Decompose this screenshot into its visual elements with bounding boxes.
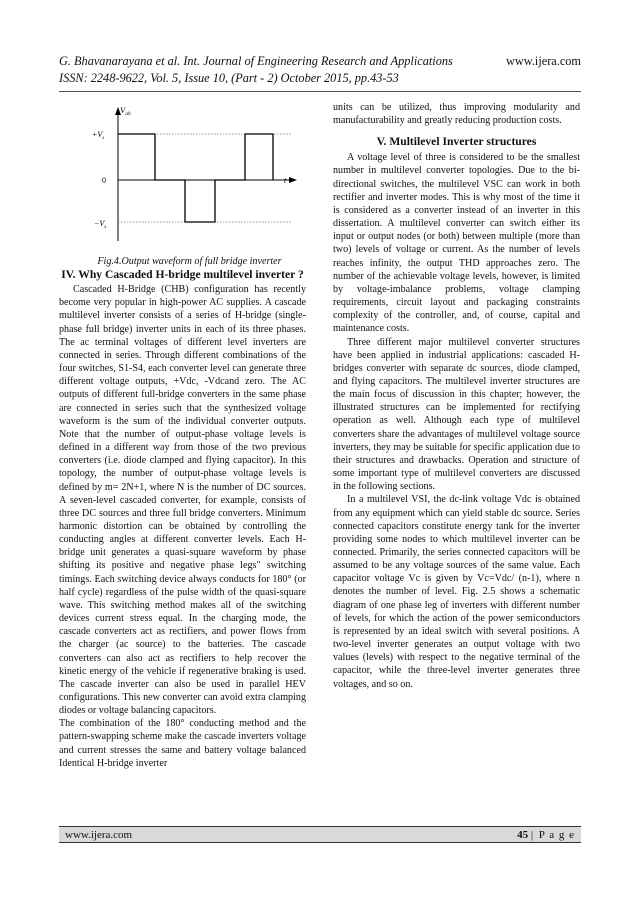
page-footer	[59, 826, 581, 843]
left-column	[59, 101, 306, 770]
right-paragraph-3: In a multilevel VSI, the dc-link voltage Vdc is obtained from any equipment which can yield stable dc source. Series connected capacitors constitute energy tank for the inverter providing some nodes to which multilevel inverter can be connected. Primarily, the series connected capacitors will be assumed to be any voltage sources of the same value. Each capacitor voltage Vc is given by Vc=Vdc/ (n-1), where n denotes the number of level. Fig. 2.5 shows a schematic diagram of one phase leg of inverters with different number of levels, for which the action of the power semiconductors is represented by an ideal switch with several positions. A two-level inverter generates an output voltage with two values (levels) with respect to the negative terminal of the capacitor, while the three-level inverter generates three voltages, and so on.	[333, 494, 580, 690]
left-paragraph-1: Cascaded H-Bridge (CHB) configuration has recently become very popular in high-power AC supplies. A cascade multilevel inverter consists of a series of H-bridge (single-phase full bridge) inverter units in each of its three phases. The ac terminal voltages of different level inverters are connected in series. Through different combinations of the four switches, S1-S4, each converter level can generate three different voltage outputs, +Vdc, -Vdcand zero. The AC outputs of different full-bridge converters in the same phase are connected in series such that the synthesized voltage waveform is the sum of the individual converter outputs. Note that the number of output-phase voltage levels is defined in a different way from those of the two previous converters (i.e. diode clamped and flying capacitor). In this topology, the number of output-phase voltage levels is defined by m= 2N+1, where N is the number of DC sources. A seven-level cascaded converter, for example, consists of three DC sources and three full bridge converters. Minimum harmonic distortion can be obtained by controlling the conducting angles at different converter levels. Each H- bridge unit generates a quasi-square waveform by phase shifting its positive and negative phase legs" switching timings. Each switching device always conducts for 180° (or half cycle) regardless of the pulse width of the quasi-square wave. This switching method makes all of the switching devices current stress equal. In the charging mode, the cascade converters act as rectifiers, and power flows from the charger (ac source) to the batteries. The cascade converters can also act as rectifiers to help recover the kinetic energy of the vehicle if regenerative braking is used. The cascade inverter can also be used in parallel HEV configurations. This new converter can avoid extra clamping diodes or voltage balancing capacitors.	[59, 284, 306, 717]
page-number: 45	[517, 828, 529, 841]
waveform-figure	[59, 101, 306, 255]
left-paragraph-2: The combination of the 180° conducting method and the pattern-swapping scheme make the cascade inverters voltage and current stresses the same and battery voltage balanced Identical H-bridge inverter	[59, 718, 306, 769]
y-axis-label: $V_{ab}$	[120, 105, 131, 117]
footer-page-info	[517, 829, 575, 841]
t-axis-label: t	[284, 176, 287, 185]
page-separator: |	[530, 828, 534, 841]
zero-label: 0	[102, 176, 106, 185]
figure-caption: Fig.4.Output waveform of full bridge inverter	[97, 256, 282, 267]
right-column	[333, 101, 580, 691]
right-paragraph-0: units can be utilized, thus improving modularity and manufacturability and greatly reducing production costs.	[333, 102, 580, 127]
header-website: www.ijera.com	[505, 54, 581, 68]
waveform-chart	[59, 101, 306, 255]
page-header	[59, 53, 581, 87]
waveform-line	[118, 134, 273, 222]
section-iv-heading: IV. Why Cascaded H-bridge multilevel inverter ?	[61, 268, 304, 282]
section-v-heading: V. Multilevel Inverter structures	[376, 135, 537, 149]
x-axis-arrow	[289, 177, 297, 183]
plus-vs-label: $+V_s$	[92, 130, 105, 141]
header-issn: ISSN: 2248-9622, Vol. 5, Issue 10, (Part - 2) October 2015, pp.43-53	[59, 71, 399, 85]
right-paragraph-2: Three different major multilevel converter structures have been applied in industrial applications: cascaded H-bridges converter with separate dc sources, diode clamped, and flying capacitors. The multilevel inverter structures are the main focus of discussion in this chapter; however, the illustrated structures can be implemented for rectifying operation as well. Although each type of multilevel converters share the advantages of multilevel voltage source inverters, they may be suitable for specific application due to their structures and drawbacks. Operation and structure of some important type of multilevel converters are discussed in the following sections.	[333, 336, 580, 493]
minus-vs-label: $-V_s$	[94, 219, 107, 230]
footer-website: www.ijera.com	[65, 828, 133, 841]
page-word: P a g e	[538, 828, 575, 841]
right-paragraph-1: A voltage level of three is considered to be the smallest number in multilevel converter topologies. Due to the bi-directional switches, the multilevel VSC can work in both rectifier and inverter modes. This is why most of the time it is considered as a converter instead of an inverter in this dissertation. A multilevel converter can switch either its input or output nodes (or both) between multiple (more than two) levels of voltage or current. As the number of levels reaches infinity, the output THD approaches zero. The number of the achievable voltage levels, however, is limited by voltage-imbalance problems, voltage clamping requirements, circuit layout and packaging constraints complexity of the controller, and, of course, capital and maintenance costs.	[333, 152, 580, 335]
header-citation: G. Bhavanarayana et al. Int. Journal of Engineering Research and Applications	[59, 54, 453, 68]
header-rule	[59, 91, 581, 92]
